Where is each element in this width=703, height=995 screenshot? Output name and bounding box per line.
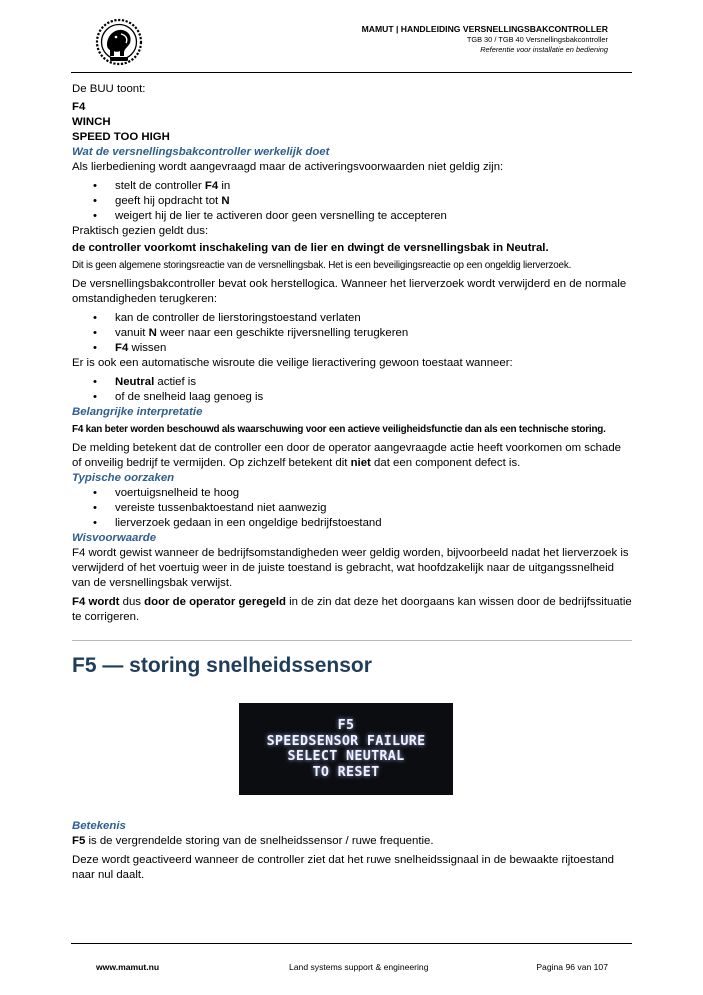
geactiveerd-text: Deze wordt geactiveerd wanneer de controller ziet dat het ruwe snelheidssignaal in de bewaakte rijtoestand naar nul daalt. xyxy=(72,854,615,881)
lcd-line-1: F5 xyxy=(337,718,355,733)
list-item: • vanuit N weer naar een geschikte rijversnelling terugkeren xyxy=(72,326,632,341)
werkelijk-intro: Als lierbediening wordt aangevraagd maar de activeringsvoorwaarden niet geldig zijn: xyxy=(72,161,504,173)
herstel-text: De versnellingsbakcontroller bevat ook herstellogica. Wanneer het lierverzoek wordt verwijderd en de normale omstandigheden terugkeren: xyxy=(72,278,627,305)
list-item: • stelt de controller F4 in xyxy=(72,179,632,194)
list-item: • geeft hij opdracht tot N xyxy=(72,194,632,209)
buu-display-line-1: F4 xyxy=(72,101,86,113)
footer-website: www.mamut.nu xyxy=(96,962,160,972)
betekenis-text: F5 is de vergrendelde storing van de snelheidssensor / ruwe frequentie. xyxy=(72,835,434,847)
section-heading-oorzaken: Typische oorzaken xyxy=(72,472,175,484)
buu-lcd-display-image xyxy=(239,703,453,795)
document-reference: Referentie voor installatie en bediening xyxy=(480,45,608,54)
mamut-logo-icon xyxy=(95,18,143,66)
section-heading-werkelijk: Wat de versnellingsbakcontroller werkelijk doet xyxy=(72,146,330,158)
herstel-list xyxy=(72,311,632,356)
list-item: • lierverzoek gedaan in een ongeldige bedrijfstoestand xyxy=(72,516,632,531)
section-heading-interpretatie: Belangrijke interpretatie xyxy=(72,406,203,418)
interpretatie-bold-note: F4 kan beter worden beschouwd als waarschuwing voor een actieve veiligheidsfunctie dan als een technische storing. xyxy=(72,424,606,435)
footer-page-number: Pagina 96 van 107 xyxy=(536,962,608,972)
controller-actions-list xyxy=(72,179,632,224)
wisroute-text: Er is ook een automatische wisroute die veilige lieractivering gewoon toestaat wanneer: xyxy=(72,357,513,369)
praktisch-text: Praktisch gezien geldt dus: xyxy=(72,225,209,237)
list-item: • of de snelheid laag genoeg is xyxy=(72,390,632,405)
buu-intro: De BUU toont: xyxy=(72,83,146,95)
list-item: • weigert hij de lier te activeren door geen versnelling te accepteren xyxy=(72,209,632,224)
lcd-line-3: SELECT NEUTRAL xyxy=(287,749,405,764)
section-heading-wis: Wisvoorwaarde xyxy=(72,532,157,544)
buu-display-line-2: WINCH xyxy=(72,116,111,128)
wis-operator-text: F4 wordt dus door de operator geregeld in de zin dat deze het doorgaans kan wissen door de bedrijfssituatie te corrigeren. xyxy=(72,596,632,623)
interpretatie-text: De melding betekent dat de controller een door de operator aangevraagde actie heeft voorkomen om schade of onveilig bedrijf te vermijden. Op zichzelf betekent dit niet dat een component defect is. xyxy=(72,442,622,469)
wisroute-list xyxy=(72,375,632,405)
beveiliging-note: Dit is geen algemene storingsreactie van de versnellingsbak. Het is een beveiligingsreactie op een ongeldig lierverzoek. xyxy=(72,260,572,271)
list-item: • F4 wissen xyxy=(72,341,632,356)
section-heading-betekenis: Betekenis xyxy=(72,820,126,832)
list-item: • Neutral actief is xyxy=(72,375,632,390)
list-item: • vereiste tussenbaktoestand niet aanwezig xyxy=(72,501,632,516)
list-item: • voertuigsnelheid te hoog xyxy=(72,486,632,501)
page-header xyxy=(71,14,632,73)
oorzaken-list xyxy=(72,486,632,531)
list-item: • kan de controller de lierstoringstoestand verlaten xyxy=(72,311,632,326)
wis-text: F4 wordt gewist wanneer de bedrijfsomstandigheden weer geldig worden, bijvoorbeeld nadat het lierverzoek is verwijderd of het voertuig weer in de juiste toestand is gebracht, wat hoofdzakelijk naar de uitgangssnelheid van de versnellingsbak verwijst. xyxy=(72,547,629,589)
document-title: MAMUT | HANDLEIDING VERSNELLINGSBAKCONTROLLER xyxy=(361,24,608,34)
f5-section-title: F5 — storing snelheidssensor xyxy=(72,654,372,677)
lcd-line-2: SPEEDSENSOR FAILURE xyxy=(266,733,426,749)
document-subtitle: TGB 30 / TGB 40 Versnellingsbakcontroller xyxy=(466,35,608,44)
buu-display-line-3: SPEED TOO HIGH xyxy=(72,131,170,143)
page-footer xyxy=(71,943,632,972)
main-content xyxy=(72,82,632,883)
conclusie-text: de controller voorkomt inschakeling van de lier en dwingt de versnellingsbak in Neutral. xyxy=(72,242,549,254)
footer-tagline: Land systems support & engineering xyxy=(289,962,429,972)
lcd-line-4: TO RESET xyxy=(312,764,380,780)
section-divider xyxy=(72,640,632,641)
